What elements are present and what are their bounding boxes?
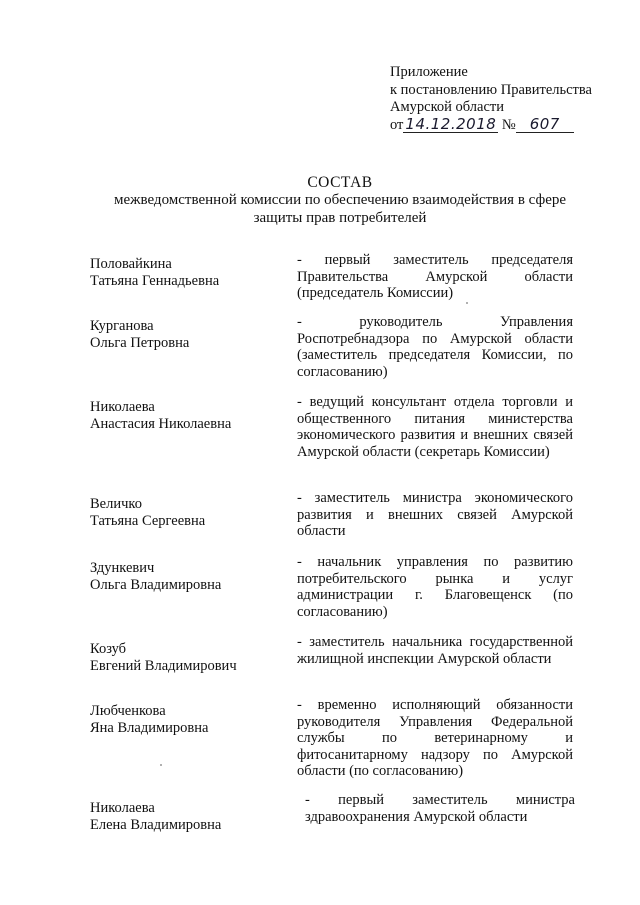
number-sign: №: [501, 116, 516, 133]
member-role: - заместитель министра экономического развития и внешних связей Амурской области: [297, 490, 573, 539]
member-role: - заместитель начальника государственной жилищной инспекции Амурской области: [297, 634, 573, 667]
member-name: [90, 256, 290, 289]
member-surname: Николаева: [90, 800, 155, 816]
member-role: - временно исполняющий обязанности руководителя Управления Федеральной службы по ветеринарному и фитосанитарному надзору по Амурской области (по согласованию): [297, 697, 573, 779]
scan-speck: [466, 302, 468, 304]
member-name: [90, 641, 290, 674]
member-name: [90, 496, 290, 529]
member-surname: Половайкина: [90, 256, 172, 272]
member-name: [90, 399, 290, 432]
decree-date: 14.12.2018: [405, 114, 497, 133]
member-given-names: Татьяна Сергеевна: [90, 512, 206, 529]
member-given-names: Ольга Владимировна: [90, 576, 222, 593]
attachment-decree: к постановлению Правительства: [390, 81, 592, 98]
member-given-names: Татьяна Геннадьевна: [90, 272, 220, 289]
scan-speck: [160, 764, 162, 766]
member-role: - первый заместитель министра здравоохранения Амурской области: [305, 792, 575, 825]
member-given-names: Анастасия Николаевна: [90, 415, 232, 432]
member-surname: Николаева: [90, 399, 155, 415]
attachment-block: [390, 64, 592, 134]
attachment-date-line: [390, 114, 592, 135]
date-prefix: от: [390, 116, 404, 133]
member-name: [90, 800, 290, 833]
member-given-names: Евгений Владимирович: [90, 657, 237, 674]
member-name: [90, 318, 290, 351]
member-role: - первый заместитель председателя Правительства Амурской области (председатель Комиссии): [297, 252, 573, 301]
member-surname: Величко: [90, 496, 142, 512]
decree-number: 607: [516, 117, 574, 133]
member-name: [90, 560, 290, 593]
document-subtitle-line2: защиты прав потребителей: [253, 210, 427, 226]
member-role: - руководитель Управления Роспотребнадзора по Амурской области (заместитель председателя Комиссии, по согласованию): [297, 314, 573, 380]
member-given-names: Яна Владимировна: [90, 719, 209, 736]
attachment-label: Приложение: [390, 64, 468, 80]
document-subtitle-line1: межведомственной комиссии по обеспечению взаимодействия в сфере: [113, 192, 567, 208]
member-role: - начальник управления по развитию потребительского рынка и услуг администрации г. Благовещенск (по согласованию): [297, 554, 573, 620]
member-surname: Козуб: [90, 641, 127, 657]
member-surname: Здункевич: [90, 560, 155, 576]
member-given-names: Елена Владимировна: [90, 816, 222, 833]
member-role: - ведущий консультант отдела торговли и общественного питания министерства экономического развития и внешних связей Амурской области (секретарь Комиссии): [297, 394, 573, 460]
member-surname: Любченкова: [90, 703, 166, 719]
member-name: [90, 703, 290, 736]
document-title: СОСТАВ: [307, 174, 373, 191]
member-given-names: Ольга Петровна: [90, 334, 190, 351]
member-surname: Курганова: [90, 318, 154, 334]
attachment-region: Амурской области: [390, 99, 504, 115]
